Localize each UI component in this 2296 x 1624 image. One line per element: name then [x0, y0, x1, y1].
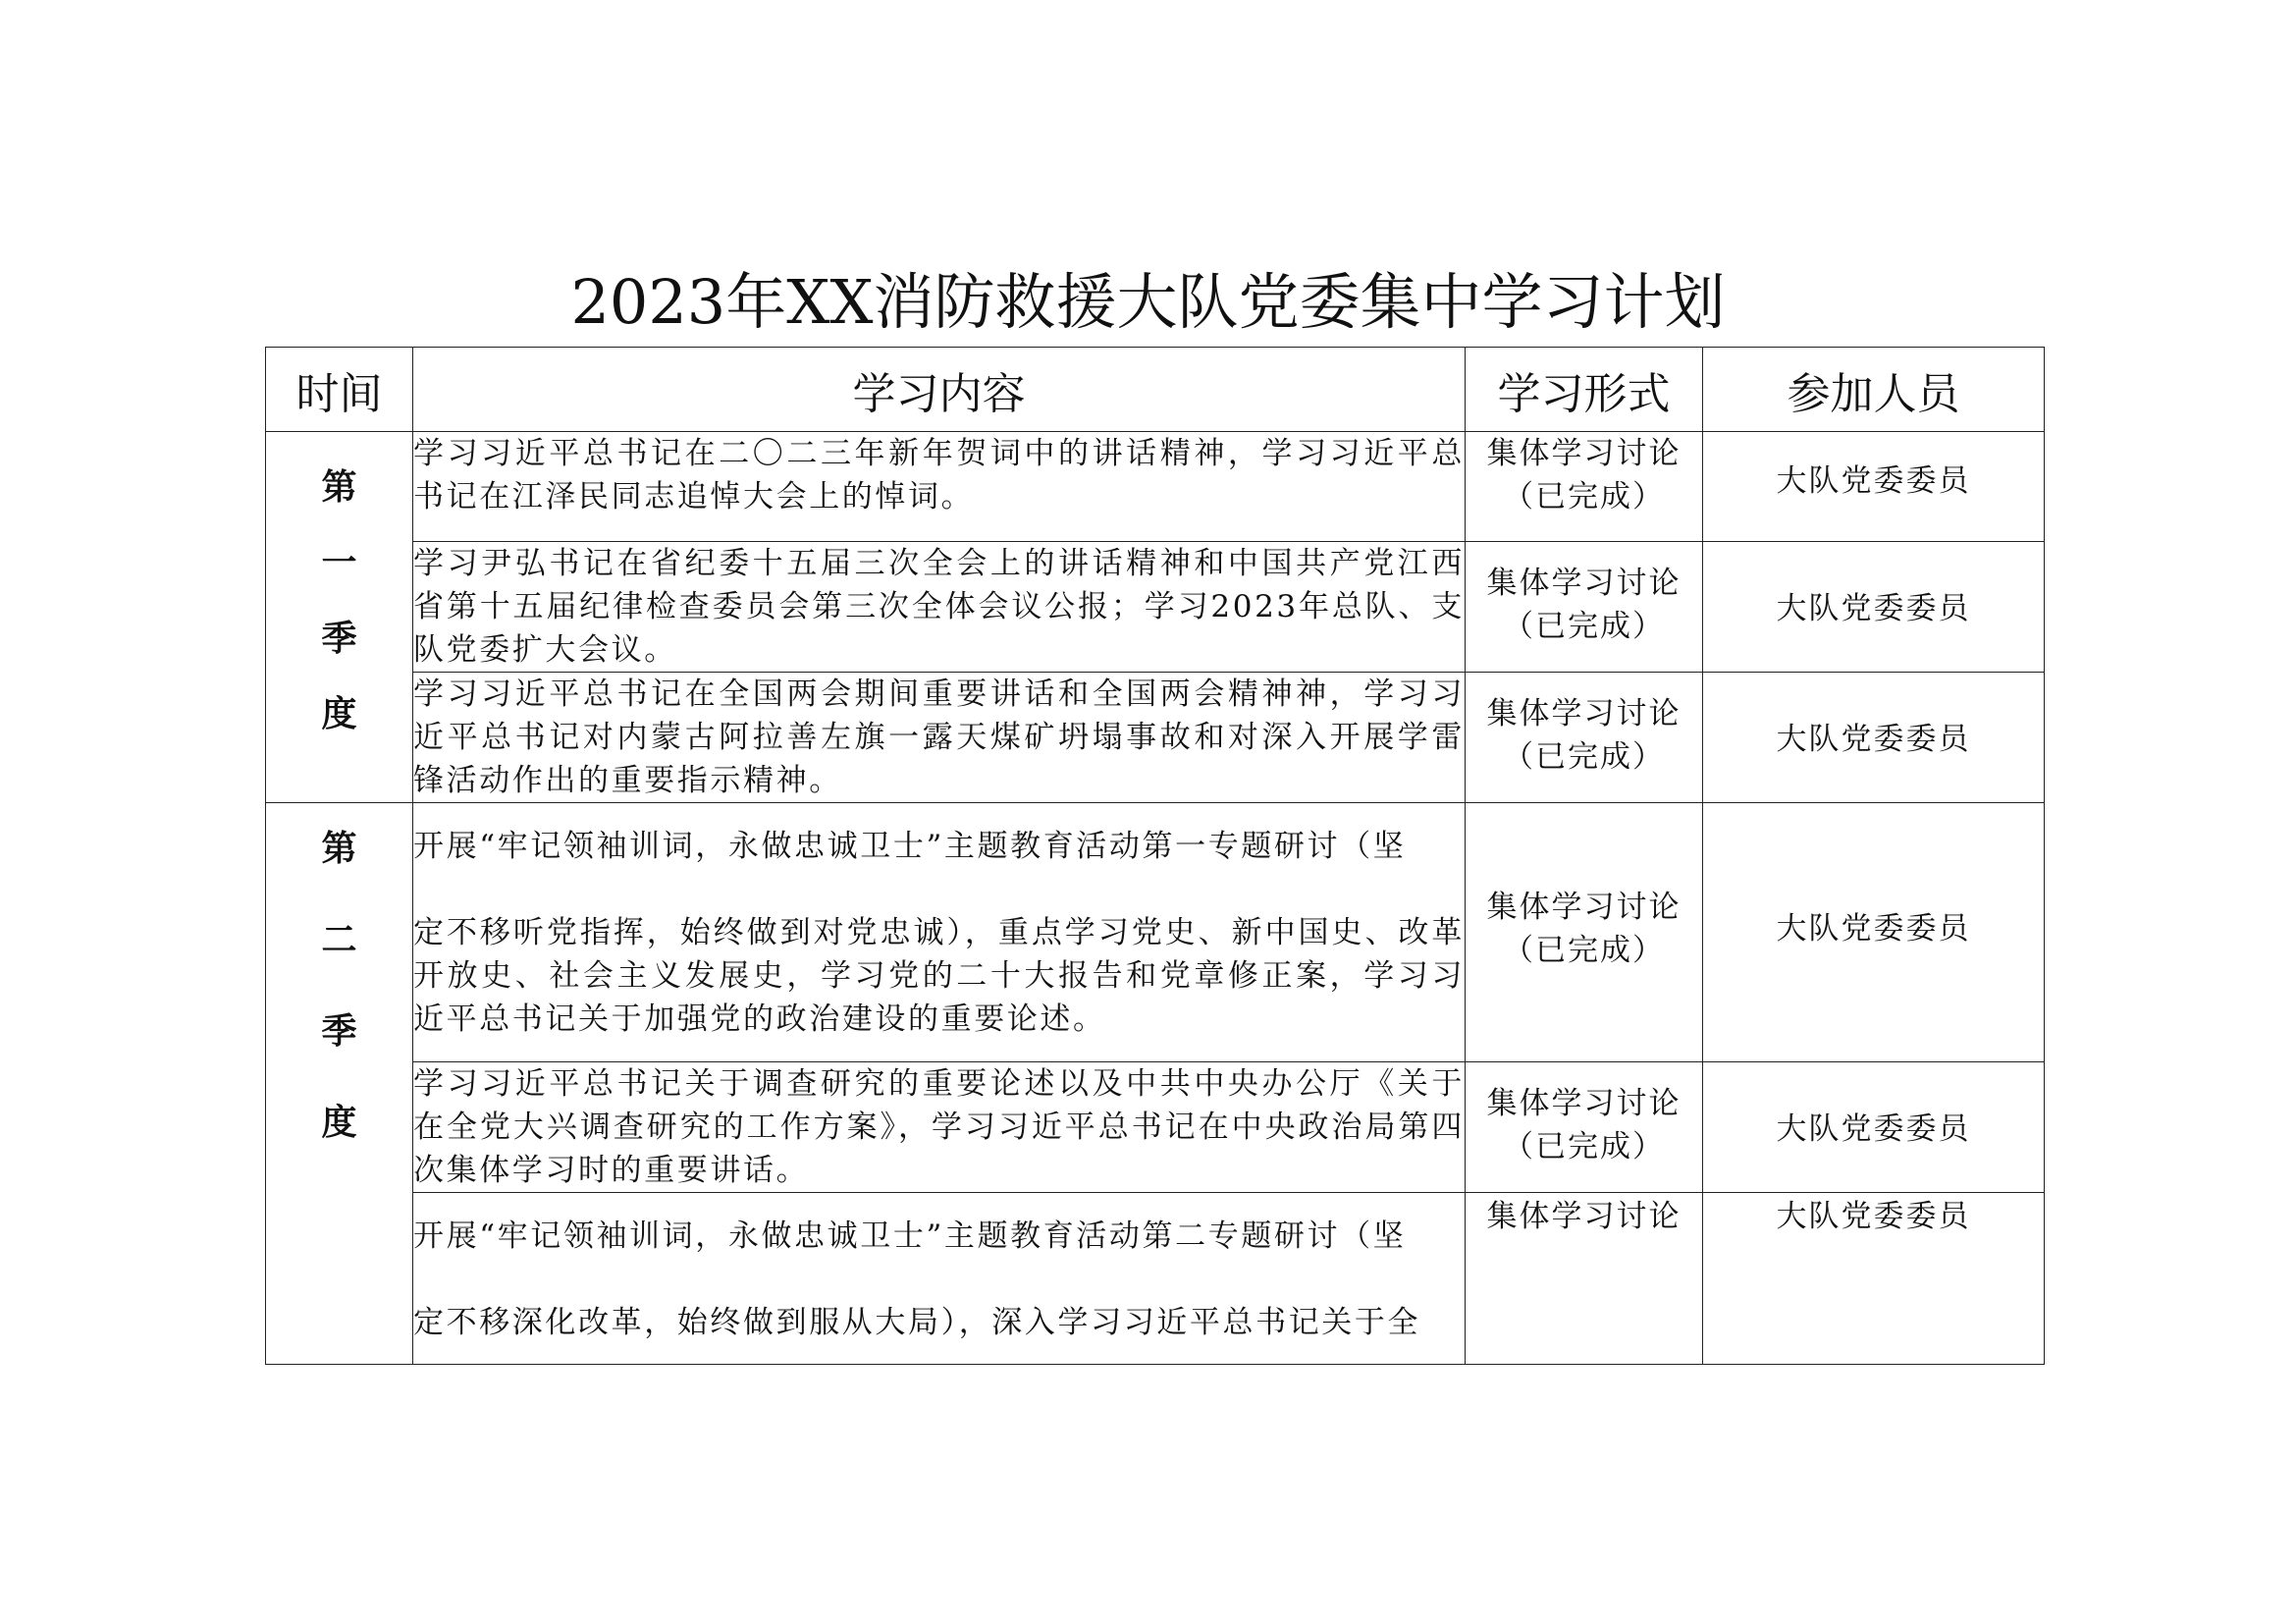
table-row — [266, 1062, 2045, 1193]
form-cell — [1466, 673, 1703, 803]
people-cell: 大队党委委员 — [1703, 673, 2045, 803]
header-form: 学习形式 — [1466, 348, 1703, 432]
content-cell: 学习尹弘书记在省纪委十五届三次全会上的讲话精神和中国共产党江西省第十五届纪律检查委员会第三次全体会议公报；学习2023年总队、支队党委扩大会议。 — [413, 542, 1466, 673]
quarter-char: 二 — [321, 919, 357, 960]
form-cell — [1466, 432, 1703, 542]
content-cell: 学习习近平总书记在二〇二三年新年贺词中的讲话精神，学习习近平总书记在江泽民同志追悼大会上的悼词。 — [413, 432, 1466, 542]
table-row — [266, 542, 2045, 673]
people-cell: 大队党委委员 — [1703, 803, 2045, 1062]
people-cell: 大队党委委员 — [1703, 432, 2045, 542]
quarter-char: 第 — [321, 466, 357, 508]
people-cell: 大队党委委员 — [1703, 542, 2045, 673]
form-label: 集体学习讨论 — [1486, 890, 1682, 925]
form-cell — [1466, 542, 1703, 673]
content-line: 定不移听党指挥，始终做到对党忠诚），重点学习党史、新中国史、改革开放史、社会主义发展史，学习党的二十大报告和党章修正案，学习习近平总书记关于加强党的政治建设的重要论述。 — [413, 915, 1465, 1037]
form-label: 集体学习讨论 — [1486, 436, 1682, 471]
header-content: 学习内容 — [413, 348, 1466, 432]
form-label: 集体学习讨论 — [1486, 1086, 1682, 1121]
content-line: 定不移深化改革，始终做到服从大局），深入学习习近平总书记关于全 — [413, 1305, 1421, 1340]
table-header-row — [266, 348, 2045, 432]
status-label: （已完成） — [1503, 933, 1665, 968]
content-line: 开展“牢记领袖训词，永做忠诚卫士”主题教育活动第二专题研讨（坚 — [413, 1218, 1407, 1254]
quarter-char: 度 — [321, 693, 357, 734]
people-cell: 大队党委委员 — [1703, 1062, 2045, 1193]
form-label: 集体学习讨论 — [1486, 696, 1682, 731]
table-row — [266, 432, 2045, 542]
form-label: 集体学习讨论 — [1486, 1199, 1682, 1234]
table-row — [266, 803, 2045, 1062]
people-cell: 大队党委委员 — [1703, 1193, 2045, 1365]
status-label: （已完成） — [1503, 1129, 1665, 1164]
header-people: 参加人员 — [1703, 348, 2045, 432]
quarter-char: 季 — [321, 1010, 357, 1052]
study-plan-table — [265, 347, 2045, 1365]
quarter-char: 一 — [321, 542, 357, 583]
form-cell — [1466, 1062, 1703, 1193]
form-cell — [1466, 803, 1703, 1062]
status-label: （已完成） — [1503, 739, 1665, 775]
status-label: （已完成） — [1503, 609, 1665, 644]
quarter-char: 第 — [321, 828, 357, 869]
quarter-2-cell — [266, 803, 413, 1365]
table-row — [266, 673, 2045, 803]
form-cell — [1466, 1193, 1703, 1365]
content-cell: 学习习近平总书记在全国两会期间重要讲话和全国两会精神神，学习习近平总书记对内蒙古阿拉善左旗一露天煤矿坍塌事故和对深入开展学雷锋活动作出的重要指示精神。 — [413, 673, 1466, 803]
content-cell — [413, 1193, 1466, 1365]
quarter-1-cell — [266, 432, 413, 803]
header-time: 时间 — [266, 348, 413, 432]
quarter-char: 度 — [321, 1102, 357, 1143]
content-cell: 学习习近平总书记关于调查研究的重要论述以及中共中央办公厅《关于在全党大兴调查研究的工作方案》，学习习近平总书记在中央政治局第四次集体学习时的重要讲话。 — [413, 1062, 1466, 1193]
content-cell — [413, 803, 1466, 1062]
form-label: 集体学习讨论 — [1486, 566, 1682, 601]
content-line: 开展“牢记领袖训词，永做忠诚卫士”主题教育活动第一专题研讨（坚 — [413, 829, 1407, 864]
table-row — [266, 1193, 2045, 1365]
status-label: （已完成） — [1503, 479, 1665, 514]
page-title: 2023年XX消防救援大队党委集中学习计划 — [570, 266, 1726, 338]
quarter-char: 季 — [321, 618, 357, 659]
